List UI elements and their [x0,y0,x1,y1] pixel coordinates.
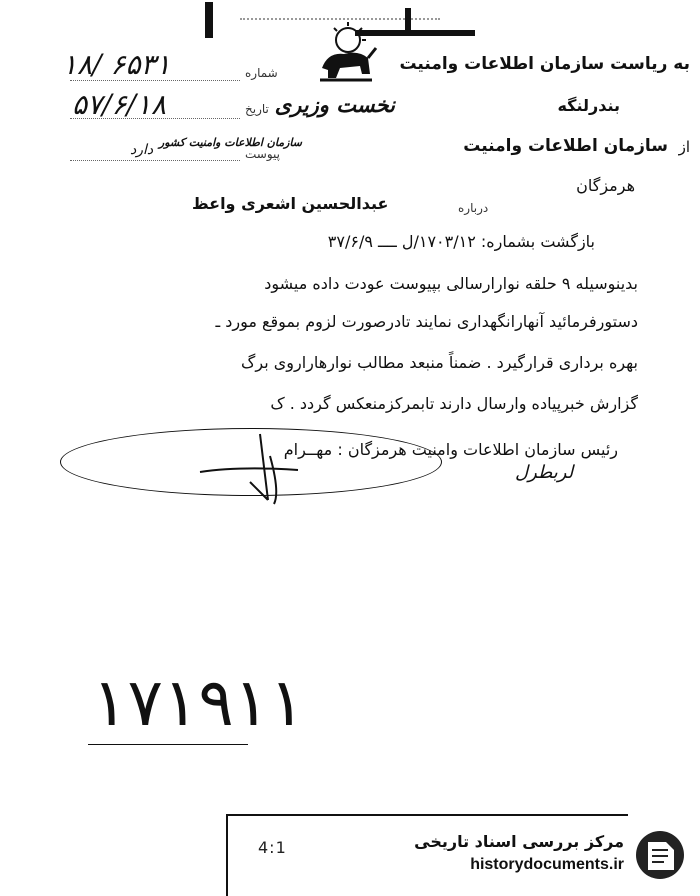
reference-line: بازگشت بشماره: ۱۷۰۳/۱۲/ل ــــ ۳۷/۶/۹ [327,232,595,251]
number-label: شماره [245,66,278,80]
signature-title: رئیس سازمان اطلاعات وامنیت هرمزگان : مهــرام [283,440,618,459]
from-city: هرمزگان [576,176,635,195]
signature-handwritten-note: لربطرل [515,462,574,483]
footer-website: historydocuments.ir [470,856,624,873]
lion-and-sun-emblem-icon [310,18,380,88]
addressee-line: به ریاست سازمان اطلاعات وامنیت [399,54,690,74]
bottom-stamp-text: 4:1 [258,838,287,857]
emblem-caption: نخست وزیری [274,92,395,117]
body-line-2: دستورفرمائید آنهارانگهداری نمایند تادرصورت لزوم بموقع مورد ـ [215,312,638,331]
attachment-value: دارد [130,142,154,158]
body-line-4: گزارش خبرپیاده وارسال دارند تابمرکزمنعکس گردد . ک [270,394,638,413]
body-line-3: بهره برداری قرارگیرد . ضمناً منبعد مطالب نوارهاراروی برگ [241,353,638,372]
subject-label: درباره [458,201,489,215]
footer-org-name: مرکز بررسی اسناد تاریخی [414,832,624,851]
date-value: ۵۷/۶/۱۸ [72,88,167,121]
emblem-subcaption: سازمان اطلاعات وامنیت کشور [158,136,302,149]
addressee-city: بندرلنگه [557,96,620,115]
handwritten-number: ۱۷۱۹۱۱ [92,664,305,741]
subject-value: عبدالحسین اشعری واعظ [192,194,389,213]
number-value: ۱۸/ ۶۵۳۱ [62,48,171,81]
footer-watermark [410,826,692,884]
archive-logo-icon [632,828,688,882]
attachment-label: پیوست [245,147,280,161]
from-line: سازمان اطلاعات وامنیت [463,136,668,156]
body-line-1: بدینوسیله ۹ حلقه نوارارسالی بپیوست عودت داده میشود [264,274,638,293]
from-label: از [678,138,690,156]
date-label: تاریخ [245,102,269,116]
